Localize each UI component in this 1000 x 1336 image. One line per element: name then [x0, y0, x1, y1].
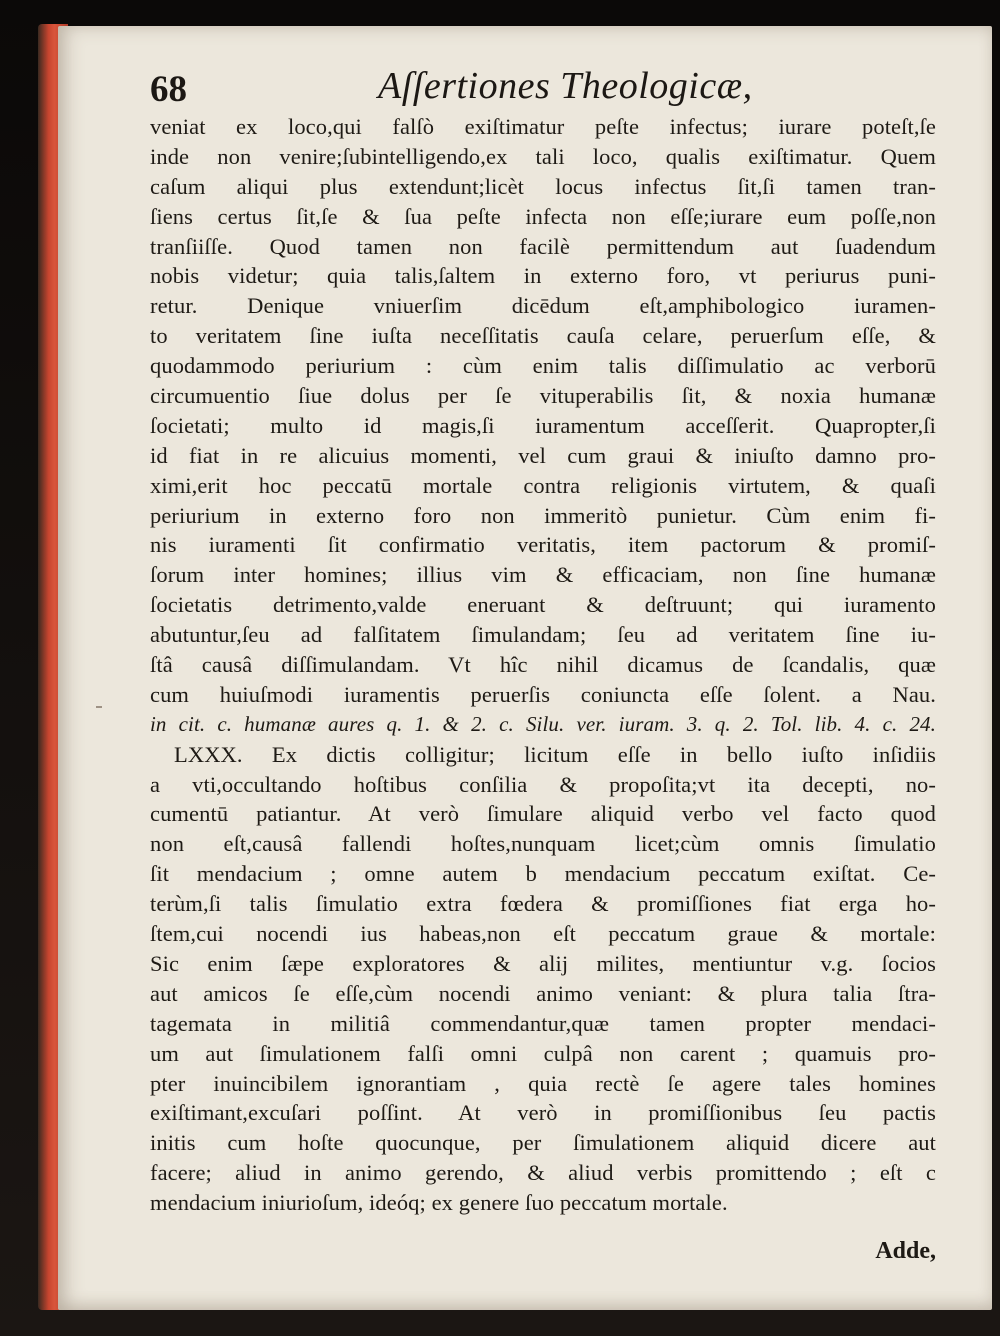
text-line: abutuntur,ſeu ad falſitatem ſimulandam; ſeu ad veritatem ſine iu- [150, 622, 936, 648]
text-line: inde non venire;ſubintelligendo,ex tali loco, qualis exiſtimatur. Quem [150, 143, 936, 169]
running-head [150, 54, 930, 120]
text-line: Sic enim ſæpe exploratores & alij milites, mentiuntur v.g. ſocios [150, 950, 936, 976]
text-line: retur. Denique vniuerſim dicēdum eſt,amphibologico iuramen- [150, 293, 936, 319]
text-line: ximi,erit hoc peccatū mortale contra religionis virtutem, & quaſi [150, 472, 936, 498]
text-line: initis cum hoſte quocunque, per ſimulationem aliquid dicere aut [150, 1130, 936, 1156]
text-line: veniat ex loco,qui falſò exiſtimatur peſte infectus; iurare poteſt,ſe [150, 114, 936, 139]
text-line: cumentū patiantur. At verò ſimulare aliquid verbo vel facto quod [150, 801, 936, 827]
text-line: ſocietatis detrimento,valde eneruant & deſtruunt; qui iuramento [150, 592, 936, 618]
text-line: a vti,occultando hoſtibus conſilia & propoſita;vt ita decepti, no- [150, 771, 936, 797]
page-header-title: Aſſertiones Theologicæ, [378, 65, 753, 107]
text-line: caſum aliqui plus extendunt;licèt locus infectus ſit,ſi tamen tran- [150, 173, 936, 199]
text-line: ſorum inter homines; illius vim & efficaciam, non ſine humanæ [150, 562, 936, 588]
text-line: facere; aliud in animo gerendo, & aliud verbis promittendo ; eſt c [150, 1160, 936, 1186]
text-line: periurium in externo foro non immeritò punietur. Cùm enim fi- [150, 502, 936, 528]
catchword: Adde, [875, 1238, 936, 1264]
text-line: um aut ſimulationem falſi omni culpâ non carent ; quamuis pro- [150, 1040, 936, 1066]
body-text [150, 112, 936, 1218]
text-line: circumuentio ſiue dolus per ſe vituperabilis ſit, & noxia humanæ [150, 383, 936, 409]
text-line: ſtem,cui nocendi ius habeas,non eſt peccatum graue & mortale: [150, 921, 936, 947]
text-line: terùm,ſi talis ſimulatio extra fœdera & promiſſiones fiat erga ho- [150, 891, 936, 917]
text-line: tagemata in militiâ commendantur,quæ tamen propter mendaci- [150, 1010, 936, 1036]
text-line: exiſtimant,excuſari poſſint. At verò in promiſſionibus ſeu pactis [150, 1100, 936, 1126]
section-start-line: LXXX. Ex dictis colligitur; licitum eſſe in bello iuſto inſidiis [174, 741, 936, 767]
text-line: quodammodo periurium : cùm enim talis diſſimulatio ac verborū [150, 353, 936, 379]
text-line: tranſiiſſe. Quod tamen non facilè permittendum aut ſuadendum [150, 233, 936, 259]
text-line: id fiat in re alicuius momenti, vel cum graui & iniuſto damno pro- [150, 442, 936, 468]
text-line: aut amicos ſe eſſe,cùm nocendi animo veniant: & plura talia ſtra- [150, 980, 936, 1006]
text-line: ſiens certus ſit,ſe & ſua peſte infecta non eſſe;iurare eum poſſe,non [150, 203, 936, 229]
marginal-citation: in cit. c. humanæ aures q. 1. & 2. c. Silu. ver. iuram. 3. q. 2. Tol. lib. 4. c. 24. [150, 711, 936, 736]
text-line: ſocietati; multo id magis,ſi iuramentum acceſſerit. Quapropter,ſi [150, 412, 936, 438]
text-line: pter inuincibilem ignorantiam , quia rectè ſe agere tales homines [150, 1070, 936, 1096]
page-number: 68 [150, 69, 187, 110]
text-line: ſit mendacium ; omne autem b mendacium peccatum exiſtat. Ce- [150, 861, 936, 887]
text-line: ſtâ causâ diſſimulandam. Vt hîc nihil dicamus de ſcandalis, quæ [150, 652, 936, 678]
text-line: nis iuramenti ſit confirmatio veritatis, item pactorum & promiſ- [150, 532, 936, 558]
text-line: to veritatem ſine iuſta neceſſitatis cauſa celare, peruerſum eſſe, & [150, 323, 936, 349]
text-line: mendacium iniurioſum, ideóq; ex genere ſuo peccatum mortale. [150, 1190, 728, 1216]
text-line: cum huiuſmodi iuramentis peruerſis coniuncta eſſe ſolent. a Nau. [150, 681, 936, 707]
text-line: nobis videtur; quia talis,ſaltem in externo foro, vt periurus puni- [150, 263, 936, 289]
ink-smudge [96, 706, 102, 708]
text-line: non eſt,causâ fallendi hoſtes,nunquam licet;cùm omnis ſimulatio [150, 831, 936, 857]
